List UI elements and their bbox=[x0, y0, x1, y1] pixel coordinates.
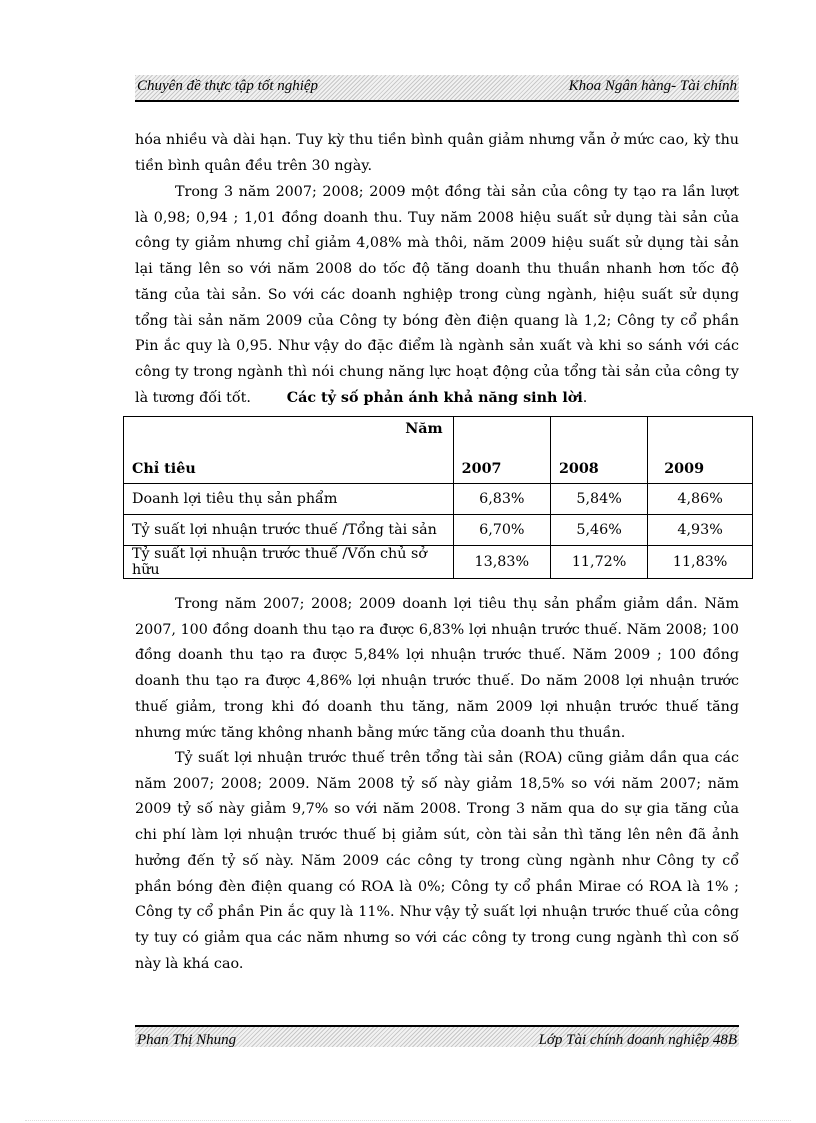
row-value: 5,46% bbox=[550, 515, 647, 546]
paragraph-4: Tỷ suất lợi nhuận trước thuế trên tổng tài sản (ROA) cũng giảm dần qua các năm 2007; 2008; 2009. Năm 2008 tỷ số này giảm 18,5% so với năm 2007; năm 2009 tỷ số này giảm 9,7% so với năm 2008. Trong 3 năm qua do sự gia tăng của chi phí làm lợi nhuận trước thuế bị giảm sút, còn tài sản thì tăng lên nên đã ảnh hưởng đến tỷ số này. Năm 2009 các công ty trong cùng ngành như Công ty cổ phần bóng đèn điện quang có ROA là 0%; Công ty cổ phần Mirae có ROA là 1% ; Công ty cổ phần Pin ắc quy là 11%. Như vậy tỷ suất lợi nhuận trước thuế của công ty tuy có giảm qua các năm nhưng so với các công ty trong cung ngành thì con số này là khá cao. bbox=[135, 750, 739, 972]
table-title-suffix: . bbox=[582, 390, 588, 406]
header-nam: Năm bbox=[405, 421, 443, 437]
footer-left-text: Phan Thị Nhung bbox=[137, 1032, 237, 1048]
paragraph-3: Trong năm 2007; 2008; 2009 doanh lợi tiêu thụ sản phẩm giảm dần. Năm 2007, 100 đồng doanh thu tạo ra được 6,83% lợi nhuận trước thuế. Năm 2008; 100 đồng doanh thu tạo ra được 5,84% lợi nhuận trước thuế. Năm 2009 ; 100 đồng doanh thu tạo ra được 4,86% lợi nhuận trước thuế. Do năm 2008 lợi nhuận trước thuế giảm, trong khi đó doanh thu tăng, năm 2009 lợi nhuận trước thuế tăng nhưng mức tăng không nhanh bằng mức tăng của doanh thu thuần. bbox=[135, 596, 739, 741]
table-header-label-cell bbox=[124, 417, 454, 484]
header-right-text: Khoa Ngân hàng- Tài chính bbox=[568, 78, 737, 94]
header-left-text: Chuyên đề thực tập tốt nghiệp bbox=[137, 78, 319, 94]
row-label: Tỷ suất lợi nhuận trước thuế /Tổng tài sản bbox=[124, 515, 454, 546]
table-row bbox=[124, 546, 753, 579]
page-footer bbox=[135, 1025, 739, 1047]
row-value: 6,70% bbox=[453, 515, 550, 546]
header-chitieu: Chỉ tiêu bbox=[132, 461, 196, 477]
row-label: Tỷ suất lợi nhuận trước thuế /Vốn chủ sở hữu bbox=[124, 546, 454, 579]
header-year-2008: 2008 bbox=[550, 417, 647, 484]
paragraph-1: hóa nhiều và dài hạn. Tuy kỳ thu tiền bình quân giảm nhưng vẫn ở mức cao, kỳ thu tiền bình quân đều trên 30 ngày. bbox=[135, 132, 739, 174]
row-value: 11,83% bbox=[648, 546, 753, 579]
footer-right-text: Lớp Tài chính doanh nghiệp 48B bbox=[538, 1032, 737, 1048]
row-value: 4,93% bbox=[648, 515, 753, 546]
table-row bbox=[124, 484, 753, 515]
header-year-2007: 2007 bbox=[453, 417, 550, 484]
profitability-ratio-table bbox=[123, 416, 753, 579]
table-title-text: Các tỷ số phản ánh khả năng sinh lời bbox=[286, 390, 583, 406]
row-value: 6,83% bbox=[453, 484, 550, 515]
row-label: Doanh lợi tiêu thụ sản phẩm bbox=[124, 484, 454, 515]
row-value: 11,72% bbox=[550, 546, 647, 579]
row-value: 5,84% bbox=[550, 484, 647, 515]
table-title bbox=[135, 390, 739, 406]
page-header bbox=[135, 75, 739, 102]
header-year-2009: 2009 bbox=[648, 417, 753, 484]
paragraph-2: Trong 3 năm 2007; 2008; 2009 một đồng tài sản của công ty tạo ra lần lượt là 0,98; 0,94 ; 1,01 đồng doanh thu. Tuy năm 2008 hiệu suất sử dụng tài sản của công ty giảm nhưng chỉ giảm 4,08% mà thôi, năm 2009 hiệu suất sử dụng tài sản lại tăng lên so với năm 2008 do tốc độ tăng doanh thu thuần nhanh hơn tốc độ tăng của tài sản. So với các doanh nghiệp trong cùng ngành, hiệu suất sử dụng tổng tài sản năm 2009 của Công ty bóng đèn điện quang là 1,2; Công ty cổ phần Pin ắc quy là 0,95. Như vậy do đặc điểm là ngành sản xuất và khi so sánh với các công ty trong ngành thì nói chung năng lực hoạt động của tổng tài sản của công ty là tương đối tốt. bbox=[135, 184, 739, 406]
table-header-row bbox=[124, 417, 753, 484]
table-row bbox=[124, 515, 753, 546]
page-edge-divider bbox=[25, 1120, 791, 1121]
row-value: 4,86% bbox=[648, 484, 753, 515]
row-value: 13,83% bbox=[453, 546, 550, 579]
